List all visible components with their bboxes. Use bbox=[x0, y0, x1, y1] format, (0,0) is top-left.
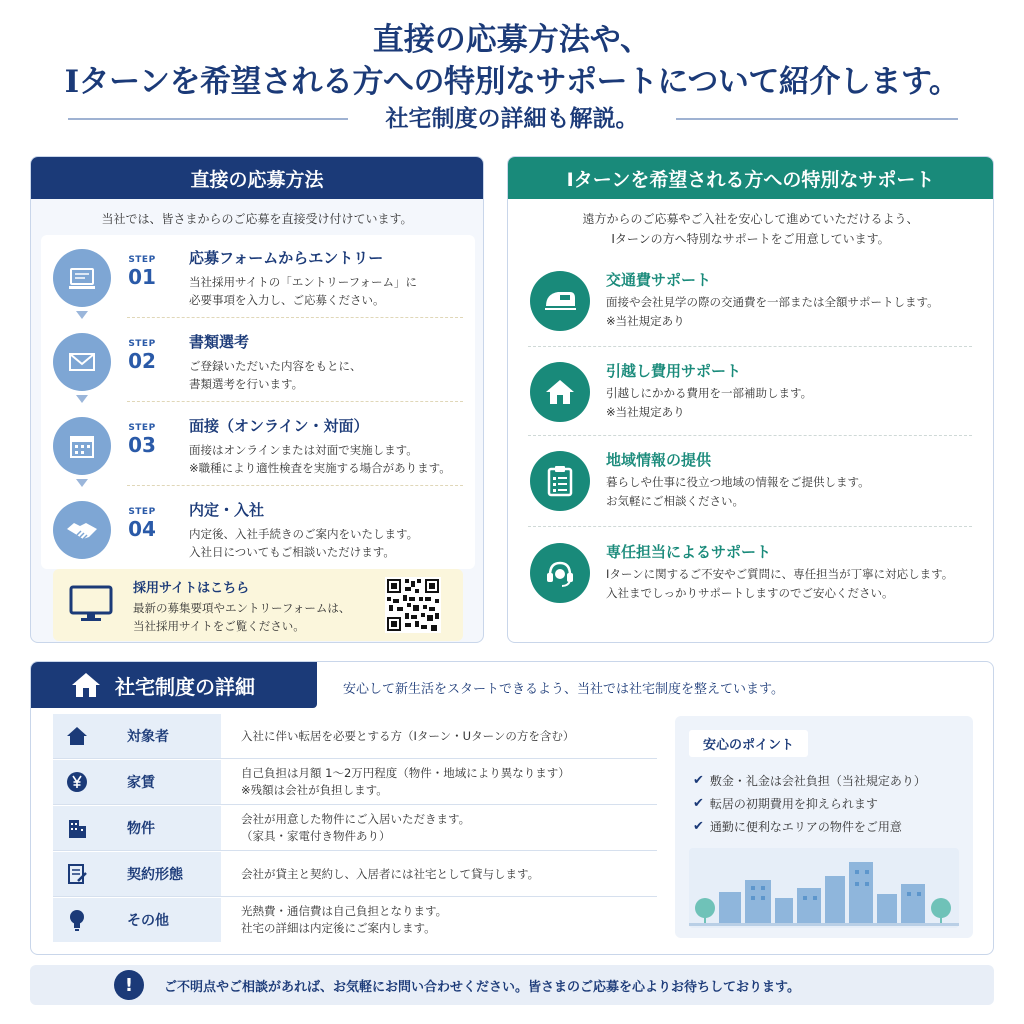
row-label: 物件 bbox=[127, 821, 155, 837]
recruit-site-box[interactable] bbox=[53, 569, 463, 641]
support-title-3: 地域情報の提供 bbox=[606, 451, 712, 469]
support-divider bbox=[528, 346, 972, 347]
row-label-cell bbox=[53, 760, 221, 804]
support-title-1: 交通費サポート bbox=[606, 271, 712, 289]
row-divider bbox=[53, 804, 657, 805]
steps-list bbox=[41, 235, 475, 569]
headset-icon bbox=[530, 543, 590, 603]
step-item-3 bbox=[41, 409, 475, 489]
support-intro: 遠方からのご応募やご入社を安心して進めていただけるよう、 Iターンの方へ特別なサポートをご用意しています。 bbox=[582, 212, 919, 246]
step-number-4: STEP 04 bbox=[128, 507, 156, 541]
step-arrow bbox=[76, 395, 88, 403]
support-item-2 bbox=[524, 348, 980, 436]
step-arrow bbox=[76, 311, 88, 319]
recruit-site-title: 採用サイトはこちら bbox=[133, 581, 250, 596]
table-row bbox=[53, 760, 657, 804]
city-illustration bbox=[689, 848, 959, 928]
row-value: 光熱費・通信費は自己負担となります。 社宅の詳細は内定後にご案内します。 bbox=[241, 904, 448, 935]
row-value: 自己負担は月額 1〜2万円程度（物件・地域により異なります） ※残額は会社が負担します。 bbox=[241, 766, 570, 797]
step-arrow bbox=[76, 479, 88, 487]
housing-card bbox=[30, 661, 994, 955]
support-card bbox=[507, 156, 994, 643]
table-row bbox=[53, 898, 657, 942]
housing-title: 社宅制度の詳細 bbox=[115, 674, 255, 699]
support-desc-4: Iターンに関するご不安やご質問に、専任担当が丁寧に対応します。 入社までしっかりサポートしますのでご安心ください。 bbox=[606, 567, 954, 600]
row-label-cell bbox=[53, 714, 221, 758]
contract-icon bbox=[53, 863, 101, 885]
housing-tagline: 安心して新生活をスタートできるよう、当社では社宅制度を整えています。 bbox=[343, 682, 784, 697]
form-icon bbox=[53, 249, 111, 307]
step-title-4: 内定・入社 bbox=[189, 501, 265, 519]
step-number-1: STEP 01 bbox=[128, 255, 156, 289]
row-value: 入社に伴い転居を必要とする方（Iターン・Uターンの方を含む） bbox=[241, 728, 575, 743]
row-label-cell bbox=[53, 852, 221, 896]
page-title-line2: Iターンを希望される方への特別なサポートについて紹介します。 bbox=[64, 64, 960, 100]
row-label: その他 bbox=[127, 913, 169, 929]
row-label: 契約形態 bbox=[127, 867, 183, 883]
row-label: 対象者 bbox=[127, 729, 169, 745]
page-subtitle: 社宅制度の詳細も解説。 bbox=[385, 105, 639, 132]
step-desc-2: ご登録いただいた内容をもとに、 書類選考を行います。 bbox=[189, 359, 362, 391]
house-icon bbox=[530, 362, 590, 422]
yen-icon bbox=[53, 771, 101, 793]
support-item-3 bbox=[524, 437, 980, 525]
check-icon: ✔ bbox=[693, 773, 704, 788]
lightbulb-icon bbox=[53, 908, 101, 932]
check-icon: ✔ bbox=[693, 819, 704, 834]
step-number-3: STEP 03 bbox=[128, 423, 156, 457]
table-row bbox=[53, 806, 657, 850]
step-item-2 bbox=[41, 325, 475, 405]
point-item: ✔ 通勤に便利なエリアの物件をご用意 bbox=[693, 819, 902, 834]
apply-card bbox=[30, 156, 484, 643]
apply-intro: 当社では、皆さまからのご応募を直接受け付けています。 bbox=[101, 212, 413, 226]
house-icon bbox=[71, 672, 101, 698]
row-label-cell bbox=[53, 806, 221, 850]
support-desc-1: 面接や会社見学の際の交通費を一部または全額サポートします。 ※当社規定あり bbox=[606, 295, 939, 328]
contact-footer bbox=[30, 965, 994, 1005]
step-item-1 bbox=[41, 241, 475, 321]
housing-card-tab bbox=[31, 662, 317, 708]
step-divider bbox=[127, 317, 463, 318]
point-item: ✔ 敷金・礼金は会社負担（当社規定あり） bbox=[693, 773, 926, 788]
row-value: 会社が用意した物件にご入居いただきます。 （家具・家電付き物件あり） bbox=[241, 812, 471, 843]
handshake-icon bbox=[53, 501, 111, 559]
step-item-4 bbox=[41, 493, 475, 573]
step-desc-4: 内定後、入社手続きのご案内をいたします。 入社日についてもご相談いただけます。 bbox=[189, 527, 419, 559]
step-number-2: STEP 02 bbox=[128, 339, 156, 373]
row-label-cell bbox=[53, 898, 221, 942]
footer-message: ご不明点やご相談があれば、お気軽にお問い合わせください。皆さまのご応募を心よりお待ちしております。 bbox=[164, 979, 800, 995]
mail-icon bbox=[53, 333, 111, 391]
support-divider bbox=[528, 435, 972, 436]
step-desc-3: 面接はオンラインまたは対面で実施します。 ※職種により適性検査を実施する場合があります。 bbox=[189, 443, 451, 475]
support-title-4: 専任担当によるサポート bbox=[606, 543, 772, 561]
calendar-icon bbox=[53, 417, 111, 475]
qr-code[interactable] bbox=[385, 577, 441, 633]
step-title-3: 面接（オンライン・対面） bbox=[189, 417, 369, 435]
table-row bbox=[53, 852, 657, 896]
support-desc-3: 暮らしや仕事に役立つ地域の情報をご提供します。 お気軽にご相談ください。 bbox=[606, 475, 870, 508]
step-title-1: 応募フォームからエントリー bbox=[189, 249, 384, 267]
table-row bbox=[53, 714, 657, 758]
row-divider bbox=[53, 850, 657, 851]
support-card-title: Iターンを希望される方への特別なサポート bbox=[508, 157, 993, 199]
house-icon bbox=[53, 726, 101, 746]
point-item: ✔ 転居の初期費用を抑えられます bbox=[693, 796, 878, 811]
page-title-line1: 直接の応募方法や、 bbox=[372, 22, 652, 58]
check-icon: ✔ bbox=[693, 796, 704, 811]
info-icon: ! bbox=[114, 970, 144, 1000]
row-divider bbox=[53, 758, 657, 759]
step-title-2: 書類選考 bbox=[189, 333, 250, 351]
row-divider bbox=[53, 896, 657, 897]
support-divider bbox=[528, 526, 972, 527]
support-item-1 bbox=[524, 257, 980, 345]
monitor-icon bbox=[69, 585, 113, 627]
train-icon bbox=[530, 271, 590, 331]
recruit-site-desc: 最新の募集要項やエントリーフォームは、 当社採用サイトをご覧ください。 bbox=[133, 601, 351, 633]
apply-card-title: 直接の応募方法 bbox=[31, 157, 483, 199]
building-icon bbox=[53, 817, 101, 839]
support-desc-2: 引越しにかかる費用を一部補助します。 ※当社規定あり bbox=[606, 386, 813, 419]
step-desc-1: 当社採用サイトの「エントリーフォーム」に 必要事項を入力し、ご応募ください。 bbox=[189, 275, 418, 307]
title-rule-right bbox=[676, 118, 958, 120]
step-divider bbox=[127, 401, 463, 402]
support-item-4 bbox=[524, 529, 980, 617]
support-title-2: 引越し費用サポート bbox=[606, 362, 742, 380]
points-title: 安心のポイント bbox=[689, 730, 808, 757]
row-label: 家賃 bbox=[127, 775, 155, 791]
row-value: 会社が貸主と契約し、入居者には社宅として貸与します。 bbox=[241, 866, 540, 881]
clipboard-icon bbox=[530, 451, 590, 511]
points-box bbox=[675, 716, 973, 938]
step-divider bbox=[127, 485, 463, 486]
